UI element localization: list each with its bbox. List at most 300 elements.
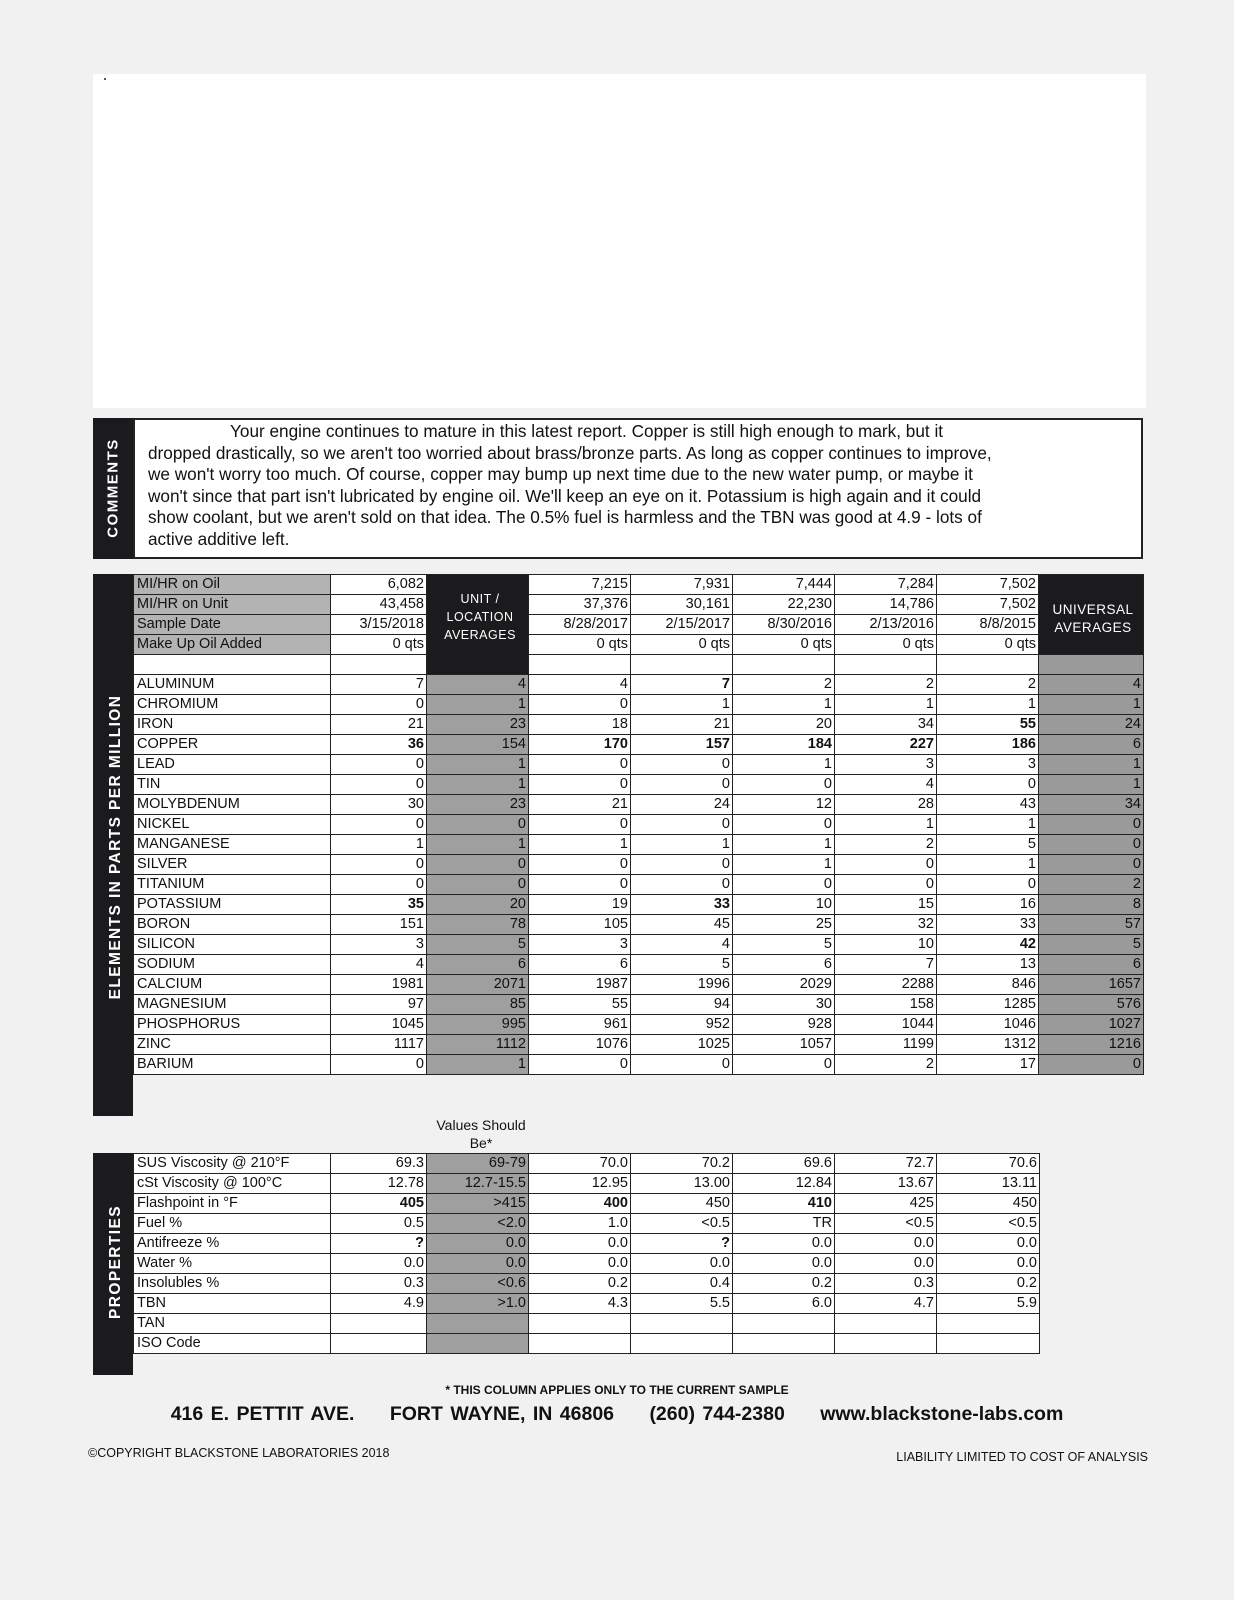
history-sample-value: 1 xyxy=(631,835,733,855)
universal-average-value: 24 xyxy=(1039,715,1144,735)
history-sample-value: 0 xyxy=(835,855,937,875)
history-sample-value: 2288 xyxy=(835,975,937,995)
history-sample-value: 0 xyxy=(529,755,631,775)
element-name: IRON xyxy=(134,715,331,735)
element-name: SILICON xyxy=(134,935,331,955)
element-row xyxy=(134,955,1144,975)
liability-notice: LIABILITY LIMITED TO COST OF ANALYSIS xyxy=(896,1450,1148,1464)
current-sample-value: 0.5 xyxy=(331,1214,427,1234)
unit-average-value: 995 xyxy=(427,1015,529,1035)
should-be-value: 0.0 xyxy=(427,1254,529,1274)
spacer-row xyxy=(134,655,1144,675)
history-sample-value: 1 xyxy=(733,855,835,875)
current-sample-value: 43,458 xyxy=(331,595,427,615)
current-sample-value xyxy=(331,1334,427,1354)
history-sample-value: 21 xyxy=(529,795,631,815)
element-row xyxy=(134,695,1144,715)
history-sample-value: 2 xyxy=(835,1055,937,1075)
unit-average-value: 4 xyxy=(427,675,529,695)
history-sample-value: 2 xyxy=(733,675,835,695)
header-row xyxy=(134,595,1144,615)
element-row xyxy=(134,795,1144,815)
unit-average-value: 1 xyxy=(427,835,529,855)
history-sample-value: 0.0 xyxy=(937,1234,1040,1254)
universal-average-value: 0 xyxy=(1039,1055,1144,1075)
history-sample-value: 0 xyxy=(631,855,733,875)
history-sample-value: 70.2 xyxy=(631,1154,733,1174)
current-sample-value: 69.3 xyxy=(331,1154,427,1174)
element-name: MAGNESIUM xyxy=(134,995,331,1015)
element-name: TITANIUM xyxy=(134,875,331,895)
history-sample-value: 3 xyxy=(529,935,631,955)
unit-average-value: 85 xyxy=(427,995,529,1015)
history-sample-value: 0 xyxy=(529,695,631,715)
history-sample-value: 0 xyxy=(529,775,631,795)
current-sample-value: 0 xyxy=(331,815,427,835)
history-sample-value: 55 xyxy=(529,995,631,1015)
element-row xyxy=(134,835,1144,855)
element-name: POTASSIUM xyxy=(134,895,331,915)
history-sample-value: 0.0 xyxy=(835,1234,937,1254)
properties-table xyxy=(133,1153,1040,1354)
history-sample-value: 3 xyxy=(937,755,1039,775)
element-name: ZINC xyxy=(134,1035,331,1055)
history-sample-value: 55 xyxy=(937,715,1039,735)
history-sample-value: 846 xyxy=(937,975,1039,995)
should-be-value: 69-79 xyxy=(427,1154,529,1174)
history-sample-value: 14,786 xyxy=(835,595,937,615)
history-sample-value: 928 xyxy=(733,1015,835,1035)
history-sample-value: 1044 xyxy=(835,1015,937,1035)
history-sample-value: 0.3 xyxy=(835,1274,937,1294)
universal-average-value: 1657 xyxy=(1039,975,1144,995)
properties-title: PROPERTIES xyxy=(107,1205,124,1319)
history-sample-value xyxy=(529,1334,631,1354)
current-sample-value: 6,082 xyxy=(331,575,427,595)
property-row xyxy=(134,1174,1040,1194)
current-sample-value: 3 xyxy=(331,935,427,955)
history-sample-value: 2 xyxy=(937,675,1039,695)
property-name: Fuel % xyxy=(134,1214,331,1234)
history-sample-value: 32 xyxy=(835,915,937,935)
property-row xyxy=(134,1254,1040,1274)
universal-average-value: 57 xyxy=(1039,915,1144,935)
current-sample-value: 0 xyxy=(331,695,427,715)
scan-speck xyxy=(104,78,106,80)
history-sample-value: 15 xyxy=(835,895,937,915)
element-name: BARIUM xyxy=(134,1055,331,1075)
current-sample-value: 1045 xyxy=(331,1015,427,1035)
history-sample-value: 961 xyxy=(529,1015,631,1035)
current-sample-value: 1117 xyxy=(331,1035,427,1055)
history-sample-value: 43 xyxy=(937,795,1039,815)
element-row xyxy=(134,915,1144,935)
history-sample-value: 0.0 xyxy=(631,1254,733,1274)
element-row xyxy=(134,875,1144,895)
spacer-cell xyxy=(631,655,733,675)
history-sample-value: 8/28/2017 xyxy=(529,615,631,635)
spacer-cell xyxy=(835,655,937,675)
history-sample-value: 0 xyxy=(529,855,631,875)
history-sample-value: 4.3 xyxy=(529,1294,631,1314)
history-sample-value: 5 xyxy=(631,955,733,975)
current-sample-value: 97 xyxy=(331,995,427,1015)
element-name: SODIUM xyxy=(134,955,331,975)
should-be-value xyxy=(427,1334,529,1354)
history-sample-value: 13.00 xyxy=(631,1174,733,1194)
history-sample-value xyxy=(835,1314,937,1334)
current-sample-value: 0 xyxy=(331,1055,427,1075)
history-sample-value: 12.84 xyxy=(733,1174,835,1194)
element-row xyxy=(134,975,1144,995)
should-be-value: 12.7-15.5 xyxy=(427,1174,529,1194)
history-sample-value: 5.9 xyxy=(937,1294,1040,1314)
property-row xyxy=(134,1334,1040,1354)
element-row xyxy=(134,775,1144,795)
universal-average-value: 1 xyxy=(1039,695,1144,715)
history-sample-value: <0.5 xyxy=(835,1214,937,1234)
history-sample-value: 158 xyxy=(835,995,937,1015)
history-sample-value: 0 xyxy=(631,755,733,775)
history-sample-value: 45 xyxy=(631,915,733,935)
elements-title: ELEMENTS IN PARTS PER MILLION xyxy=(107,694,124,1000)
history-sample-value: 10 xyxy=(733,895,835,915)
history-sample-value: 25 xyxy=(733,915,835,935)
element-name: NICKEL xyxy=(134,815,331,835)
history-sample-value: 0 xyxy=(631,875,733,895)
history-sample-value: 0 xyxy=(835,875,937,895)
should-be-value: >415 xyxy=(427,1194,529,1214)
element-row xyxy=(134,1015,1144,1035)
redacted-header xyxy=(93,74,1146,408)
history-sample-value: 42 xyxy=(937,935,1039,955)
element-row xyxy=(134,1035,1144,1055)
history-sample-value: 12.95 xyxy=(529,1174,631,1194)
history-sample-value xyxy=(937,1334,1040,1354)
history-sample-value: 0.2 xyxy=(733,1274,835,1294)
current-sample-value: 30 xyxy=(331,795,427,815)
values-should-be-label: Values Should Be* xyxy=(436,1117,526,1151)
spacer-cell xyxy=(529,655,631,675)
property-name: Antifreeze % xyxy=(134,1234,331,1254)
header-row xyxy=(134,635,1144,655)
history-sample-value: <0.5 xyxy=(631,1214,733,1234)
element-name: MOLYBDENUM xyxy=(134,795,331,815)
element-row xyxy=(134,995,1144,1015)
element-row xyxy=(134,715,1144,735)
universal-average-value: 1027 xyxy=(1039,1015,1144,1035)
history-sample-value: 1 xyxy=(733,695,835,715)
history-sample-value: 7,931 xyxy=(631,575,733,595)
universal-average-value: 0 xyxy=(1039,835,1144,855)
current-sample-value: 405 xyxy=(331,1194,427,1214)
unit-average-value: 154 xyxy=(427,735,529,755)
history-sample-value: 170 xyxy=(529,735,631,755)
should-be-value: >1.0 xyxy=(427,1294,529,1314)
phone-number: (260) 744-2380 xyxy=(649,1403,785,1425)
spacer-cell xyxy=(331,655,427,675)
history-sample-value: 1 xyxy=(937,855,1039,875)
current-sample-value: 0.3 xyxy=(331,1274,427,1294)
history-sample-value: 12 xyxy=(733,795,835,815)
history-sample-value: 2 xyxy=(835,675,937,695)
history-sample-value: 10 xyxy=(835,935,937,955)
element-name: CHROMIUM xyxy=(134,695,331,715)
history-sample-value: 1 xyxy=(937,695,1039,715)
website-link[interactable]: www.blackstone-labs.com xyxy=(820,1403,1064,1425)
history-sample-value: 5 xyxy=(937,835,1039,855)
history-sample-value: 1996 xyxy=(631,975,733,995)
redacted-name xyxy=(150,421,225,443)
current-sample-value: 151 xyxy=(331,915,427,935)
history-sample-value: 157 xyxy=(631,735,733,755)
history-sample-value: 2029 xyxy=(733,975,835,995)
element-name: SILVER xyxy=(134,855,331,875)
history-sample-value: 2/15/2017 xyxy=(631,615,733,635)
unit-average-value: 0 xyxy=(427,855,529,875)
element-row xyxy=(134,755,1144,775)
should-be-value: <2.0 xyxy=(427,1214,529,1234)
universal-average-value: 576 xyxy=(1039,995,1144,1015)
header-row xyxy=(134,575,1144,595)
history-sample-value: 1.0 xyxy=(529,1214,631,1234)
current-sample-value: ? xyxy=(331,1234,427,1254)
history-sample-value: 1057 xyxy=(733,1035,835,1055)
comments-text: Your engine continues to mature in this latest report. Copper is still high enough to mark, but it dropped drastically, so we aren't too worried about brass/bronze parts. As long as copper continues to improve, we won't worry too much. Of course, copper may bump up next time due to the new water pump, or maybe it won't since that part isn't lubricated by engine oil. We'll keep an eye on it. Potassium is high again and it could show coolant, but we aren't sold on that idea. The 0.5% fuel is harmless and the TBN was good at 4.9 - lots of active additive left. xyxy=(148,421,992,549)
history-sample-value: 1199 xyxy=(835,1035,937,1055)
history-sample-value: TR xyxy=(733,1214,835,1234)
history-sample-value: 0.0 xyxy=(937,1254,1040,1274)
history-sample-value: 0 qts xyxy=(529,635,631,655)
history-sample-value: 1987 xyxy=(529,975,631,995)
current-sample-value: 4 xyxy=(331,955,427,975)
history-sample-value: 450 xyxy=(937,1194,1040,1214)
history-sample-value: 1 xyxy=(529,835,631,855)
history-sample-value: 28 xyxy=(835,795,937,815)
property-row xyxy=(134,1234,1040,1254)
current-sample-value: 0 qts xyxy=(331,635,427,655)
history-sample-value: 952 xyxy=(631,1015,733,1035)
universal-average-value: 1 xyxy=(1039,755,1144,775)
history-sample-value: 0 xyxy=(733,1055,835,1075)
unit-average-value: 0 xyxy=(427,875,529,895)
history-sample-value: 30 xyxy=(733,995,835,1015)
history-sample-value: 186 xyxy=(937,735,1039,755)
element-row xyxy=(134,675,1144,695)
history-sample-value: 6 xyxy=(733,955,835,975)
property-row xyxy=(134,1214,1040,1234)
element-name: COPPER xyxy=(134,735,331,755)
current-sample-value: 0.0 xyxy=(331,1254,427,1274)
history-sample-value: 13.67 xyxy=(835,1174,937,1194)
should-be-value: 0.0 xyxy=(427,1234,529,1254)
history-sample-value: 1312 xyxy=(937,1035,1039,1055)
history-sample-value: 425 xyxy=(835,1194,937,1214)
history-sample-value: 1 xyxy=(631,695,733,715)
history-sample-value: 13.11 xyxy=(937,1174,1040,1194)
history-sample-value: 22,230 xyxy=(733,595,835,615)
spacer-cell xyxy=(937,655,1039,675)
current-sample-value: 0 xyxy=(331,755,427,775)
history-sample-value: 1285 xyxy=(937,995,1039,1015)
lab-address xyxy=(0,1403,1234,1426)
copyright-notice: ©COPYRIGHT BLACKSTONE LABORATORIES 2018 xyxy=(88,1446,390,1460)
history-sample-value: 72.7 xyxy=(835,1154,937,1174)
history-sample-value: 4 xyxy=(835,775,937,795)
history-sample-value: 1 xyxy=(835,695,937,715)
history-sample-value: 0 xyxy=(733,815,835,835)
history-sample-value: 20 xyxy=(733,715,835,735)
history-sample-value: 0 xyxy=(733,875,835,895)
current-sample-value: 0 xyxy=(331,875,427,895)
history-sample-value: 450 xyxy=(631,1194,733,1214)
unit-average-value: 5 xyxy=(427,935,529,955)
history-sample-value: 4.7 xyxy=(835,1294,937,1314)
history-sample-value: 33 xyxy=(937,915,1039,935)
history-sample-value: 0 qts xyxy=(835,635,937,655)
universal-average-value: 6 xyxy=(1039,955,1144,975)
universal-average-value: 1216 xyxy=(1039,1035,1144,1055)
unit-average-value: 6 xyxy=(427,955,529,975)
history-sample-value: 0.4 xyxy=(631,1274,733,1294)
street-address: 416 E. PETTIT AVE. xyxy=(170,1403,355,1425)
history-sample-value: ? xyxy=(631,1234,733,1254)
property-name: Water % xyxy=(134,1254,331,1274)
history-sample-value: 1 xyxy=(733,755,835,775)
history-sample-value: 0.0 xyxy=(733,1234,835,1254)
history-sample-value: 0.2 xyxy=(937,1274,1040,1294)
history-sample-value xyxy=(937,1314,1040,1334)
history-sample-value: 33 xyxy=(631,895,733,915)
history-sample-value: 19 xyxy=(529,895,631,915)
row-label: Sample Date xyxy=(134,615,331,635)
unit-average-value: 2071 xyxy=(427,975,529,995)
history-sample-value: 37,376 xyxy=(529,595,631,615)
universal-average-value: 5 xyxy=(1039,935,1144,955)
history-sample-value: 184 xyxy=(733,735,835,755)
history-sample-value: 21 xyxy=(631,715,733,735)
history-sample-value: 2/13/2016 xyxy=(835,615,937,635)
element-row xyxy=(134,895,1144,915)
unit-average-value: 20 xyxy=(427,895,529,915)
history-sample-value: 0 xyxy=(529,875,631,895)
history-sample-value: 8/8/2015 xyxy=(937,615,1039,635)
history-sample-value: 1 xyxy=(835,815,937,835)
history-sample-value: 4 xyxy=(529,675,631,695)
history-sample-value: 0 xyxy=(631,1055,733,1075)
property-name: TAN xyxy=(134,1314,331,1334)
property-row xyxy=(134,1294,1040,1314)
history-sample-value: 7,215 xyxy=(529,575,631,595)
history-sample-value: 400 xyxy=(529,1194,631,1214)
row-label: MI/HR on Unit xyxy=(134,595,331,615)
universal-average-value: 6 xyxy=(1039,735,1144,755)
history-sample-value: 0 xyxy=(631,775,733,795)
row-label: Make Up Oil Added xyxy=(134,635,331,655)
unit-average-value: 1112 xyxy=(427,1035,529,1055)
unit-average-value: 78 xyxy=(427,915,529,935)
history-sample-value: 7,502 xyxy=(937,575,1039,595)
element-name: LEAD xyxy=(134,755,331,775)
city-state-zip: FORT WAYNE, IN 46806 xyxy=(389,1403,615,1425)
header-row xyxy=(134,615,1144,635)
history-sample-value: 0.0 xyxy=(529,1254,631,1274)
property-row xyxy=(134,1314,1040,1334)
history-sample-value: 1076 xyxy=(529,1035,631,1055)
property-row xyxy=(134,1194,1040,1214)
universal-average-value: 8 xyxy=(1039,895,1144,915)
history-sample-value: 5.5 xyxy=(631,1294,733,1314)
history-sample-value: 4 xyxy=(631,935,733,955)
history-sample-value: 94 xyxy=(631,995,733,1015)
history-sample-value: 70.0 xyxy=(529,1154,631,1174)
history-sample-value: 17 xyxy=(937,1055,1039,1075)
element-row xyxy=(134,735,1144,755)
history-sample-value xyxy=(631,1314,733,1334)
property-name: TBN xyxy=(134,1294,331,1314)
unit-average-value: 23 xyxy=(427,795,529,815)
universal-average-value: 34 xyxy=(1039,795,1144,815)
history-sample-value: 7 xyxy=(835,955,937,975)
property-row xyxy=(134,1274,1040,1294)
comments-title: COMMENTS xyxy=(104,438,122,538)
history-sample-value: 69.6 xyxy=(733,1154,835,1174)
history-sample-value: <0.5 xyxy=(937,1214,1040,1234)
history-sample-value: 2 xyxy=(835,835,937,855)
unit-average-value: 1 xyxy=(427,775,529,795)
element-name: TIN xyxy=(134,775,331,795)
current-sample-value xyxy=(331,1314,427,1334)
history-sample-value: 1 xyxy=(937,815,1039,835)
history-sample-value: 1046 xyxy=(937,1015,1039,1035)
footnote: * THIS COLUMN APPLIES ONLY TO THE CURRENT SAMPLE xyxy=(445,1383,789,1397)
element-row xyxy=(134,935,1144,955)
history-sample-value: 18 xyxy=(529,715,631,735)
current-sample-value: 1981 xyxy=(331,975,427,995)
unit-average-value: 1 xyxy=(427,695,529,715)
universal-averages-label: UNIVERSAL AVERAGES xyxy=(1052,602,1134,635)
current-sample-value: 7 xyxy=(331,675,427,695)
universal-average-value: 4 xyxy=(1039,675,1144,695)
should-be-value xyxy=(427,1314,529,1334)
unit-location-averages-label: UNIT / LOCATION AVERAGES xyxy=(444,592,516,642)
history-sample-value: 5 xyxy=(733,935,835,955)
row-label: MI/HR on Oil xyxy=(134,575,331,595)
history-sample-value: 13 xyxy=(937,955,1039,975)
spacer-cell xyxy=(134,655,331,675)
history-sample-value: 0.2 xyxy=(529,1274,631,1294)
property-name: ISO Code xyxy=(134,1334,331,1354)
current-sample-value: 0 xyxy=(331,855,427,875)
history-sample-value: 0.0 xyxy=(733,1254,835,1274)
element-name: BORON xyxy=(134,915,331,935)
history-sample-value: 3 xyxy=(835,755,937,775)
element-name: MANGANESE xyxy=(134,835,331,855)
current-sample-value: 35 xyxy=(331,895,427,915)
unit-average-value: 0 xyxy=(427,815,529,835)
element-name: ALUMINUM xyxy=(134,675,331,695)
current-sample-value: 21 xyxy=(331,715,427,735)
element-name: CALCIUM xyxy=(134,975,331,995)
element-row xyxy=(134,815,1144,835)
current-sample-value: 36 xyxy=(331,735,427,755)
property-name: cSt Viscosity @ 100°C xyxy=(134,1174,331,1194)
current-sample-value: 1 xyxy=(331,835,427,855)
history-sample-value: 1025 xyxy=(631,1035,733,1055)
history-sample-value: 0.0 xyxy=(529,1234,631,1254)
elements-table xyxy=(133,574,1144,1075)
history-sample-value: 0 xyxy=(937,875,1039,895)
